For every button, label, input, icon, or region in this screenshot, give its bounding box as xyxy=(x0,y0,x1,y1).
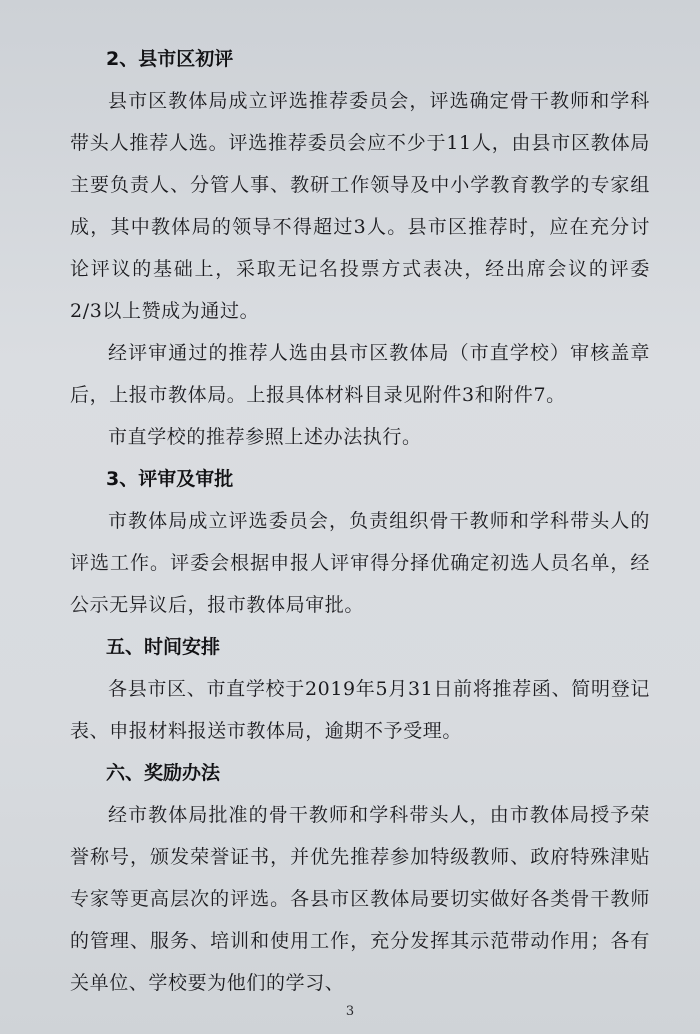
paragraph-rewards: 经市教体局批准的骨干教师和学科带头人，由市教体局授予荣誉称号，颁发荣誉证书，并优先推荐参加特级教师、政府特殊津贴专家等更高层次的评选。各县市区教体局要切实做好各类骨干教师的管理、服务、培训和使用工作，充分发挥其示范带动作用；各有关单位、学校要为他们的学习、 xyxy=(70,804,650,994)
section-heading-review-approval: 3、评审及审批 xyxy=(106,468,234,490)
section-heading-schedule: 五、时间安排 xyxy=(106,636,221,658)
paragraph-review-committee: 市教体局成立评选委员会，负责组织骨干教师和学科带头人的评选工作。评委会根据申报人评审得分择优确定初选人员名单，经公示无异议后，报市教体局审批。 xyxy=(70,510,650,616)
document-body xyxy=(70,38,650,1004)
paragraph-submission: 经评审通过的推荐人选由县市区教体局（市直学校）审核盖章后，上报市教体局。上报具体材料目录见附件3和附件7。 xyxy=(70,342,650,406)
paragraph-committee: 县市区教体局成立评选推荐委员会，评选确定骨干教师和学科带头人推荐人选。评选推荐委员会应不少于11人，由县市区教体局主要负责人、分管人事、教研工作领导及中小学教育教学的专家组成，其中教体局的领导不得超过3人。县市区推荐时，应在充分讨论评议的基础上，采取无记名投票方式表决，经出席会议的评委2/3以上赞成为通过。 xyxy=(70,90,650,322)
section-heading-rewards: 六、奖励办法 xyxy=(106,762,221,784)
section-heading-county-review: 2、县市区初评 xyxy=(106,48,234,70)
page-number: 3 xyxy=(345,1004,355,1019)
paragraph-deadline: 各县市区、市直学校于2019年5月31日前将推荐函、简明登记表、申报材料报送市教体局，逾期不予受理。 xyxy=(70,678,650,742)
paragraph-direct-schools: 市直学校的推荐参照上述办法执行。 xyxy=(108,426,422,448)
